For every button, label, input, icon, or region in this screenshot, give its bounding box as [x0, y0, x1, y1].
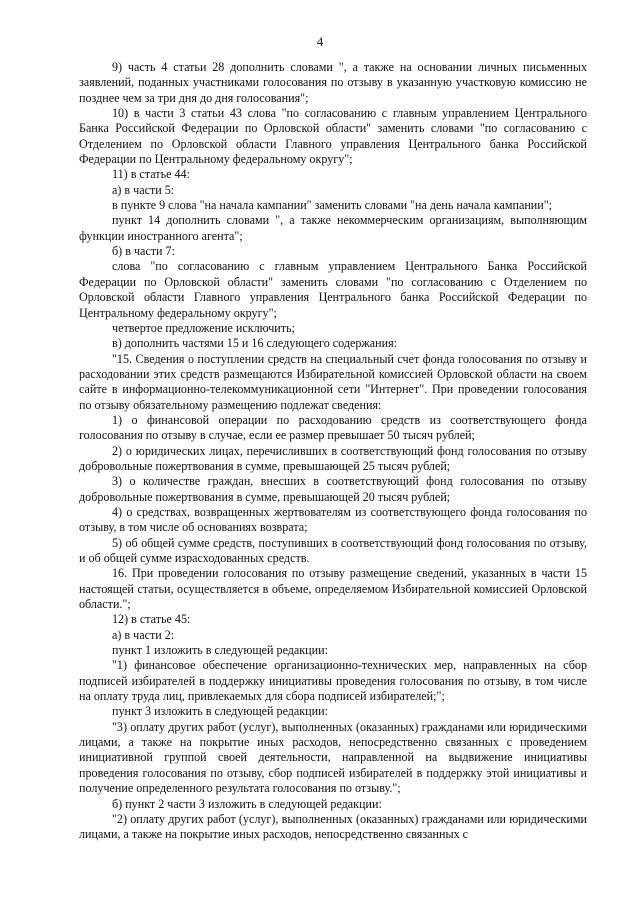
paragraph: б) в части 7:	[112, 244, 175, 259]
document-body	[79, 60, 587, 843]
paragraph: 4) о средствах, возвращенных жертвователям из соответствующего фонда голосования по отзыву, в том числе об основаниях возврата;	[79, 504, 587, 535]
paragraph: 12) в статье 45:	[112, 612, 191, 627]
paragraph: "15. Сведения о поступлении средств на специальный счет фонда голосования по отзыву и расходовании этих средств размещаются Избирательной комиссией Орловской области на своем сайте в информационно-телекоммуникационной сети "Интернет". При проведении голосования по отзыву обязательному размещению подлежат сведения:	[79, 351, 587, 412]
paragraph: а) в части 2:	[112, 627, 175, 642]
paragraph: 16. При проведении голосования по отзыву размещение сведений, указанных в части 15 настоящей статьи, осуществляется в объеме, определяемом Избирательной комиссией Орловской области.";	[79, 566, 587, 612]
paragraph: 10) в части 3 статьи 43 слова "по согласованию с главным управлением Центрального Банка Российской Федерации по Орловской области" заменить словами "по согласованию с Отделением по Орловской области Главного управления Центрального банка Российской Федерации по Центральному федеральному округу";	[79, 106, 587, 167]
paragraph: б) пункт 2 части 3 изложить в следующей редакции:	[112, 796, 382, 811]
paragraph: пункт 1 изложить в следующей редакции:	[112, 643, 328, 658]
page-number: 4	[316, 34, 324, 49]
paragraph: 3) о количестве граждан, внесших в соответствующий фонд голосования по отзыву добровольные пожертвования в сумме, превышающей 20 тысяч рублей;	[79, 474, 587, 504]
paragraph: слова "по согласованию с главным управлением Центрального Банка Российской Федерации по Орловской области" заменить словами "по согласованию с Отделением по Орловской области Главного управления Центрального банка Российской Федерации по Центральному федеральному округу";	[79, 259, 587, 320]
paragraph: в) дополнить частями 15 и 16 следующего содержания:	[112, 336, 397, 351]
paragraph: 9) часть 4 статьи 28 дополнить словами ", а также на основании личных письменных заявлений, поданных участниками голосования по отзыву в указанную участковую комиссию не позднее чем за три дня до дня голосования";	[79, 60, 587, 105]
paragraph: "1) финансовое обеспечение организационно-технических мер, направленных на сбор подписей избирателей в поддержку инициативы проведения голосования по отзыву, в том числе на оплату труда лиц, привлекаемых для сбора подписей избирателей;";	[79, 658, 587, 704]
paragraph: в пункте 9 слова "на начала кампании" заменить словами "на день начала кампании";	[112, 198, 553, 213]
paragraph: а) в части 5:	[112, 182, 175, 197]
paragraph: 2) о юридических лицах, перечисливших в соответствующий фонд голосования по отзыву добровольные пожертвования в сумме, превышающей 25 тысяч рублей;	[79, 443, 587, 473]
paragraph: 1) о финансовой операции по расходованию средств из соответствующего фонда голосования по отзыву в случае, если ее размер превышает 50 тысяч рублей;	[79, 412, 587, 443]
paragraph: "2) оплату других работ (услуг), выполненных (оказанных) гражданами или юридическими лицами, а также на покрытие иных расходов, непосредственно связанных с	[79, 811, 587, 842]
paragraph: пункт 3 изложить в следующей редакции:	[112, 704, 328, 719]
paragraph: 5) об общей сумме средств, поступивших в соответствующий фонд голосования по отзыву, и об общей сумме израсходованных средств.	[79, 535, 587, 565]
paragraph: пункт 14 дополнить словами ", а также некоммерческим организациям, выполняющим функции иностранного агента";	[79, 213, 587, 243]
paragraph: четвертое предложение исключить;	[112, 320, 295, 335]
paragraph: "3) оплату других работ (услуг), выполненных (оказанных) гражданами или юридическими лицами, а также на покрытие иных расходов, непосредственно связанных с проведением инициативной группой своей деятельности, направленной на выдвижение инициативы проведения голосования по отзыву, сбор подписей избирателей в поддержку этой инициативы и получение определенного результата голосования по отзыву.";	[79, 719, 587, 796]
paragraph: 11) в статье 44:	[112, 167, 190, 182]
